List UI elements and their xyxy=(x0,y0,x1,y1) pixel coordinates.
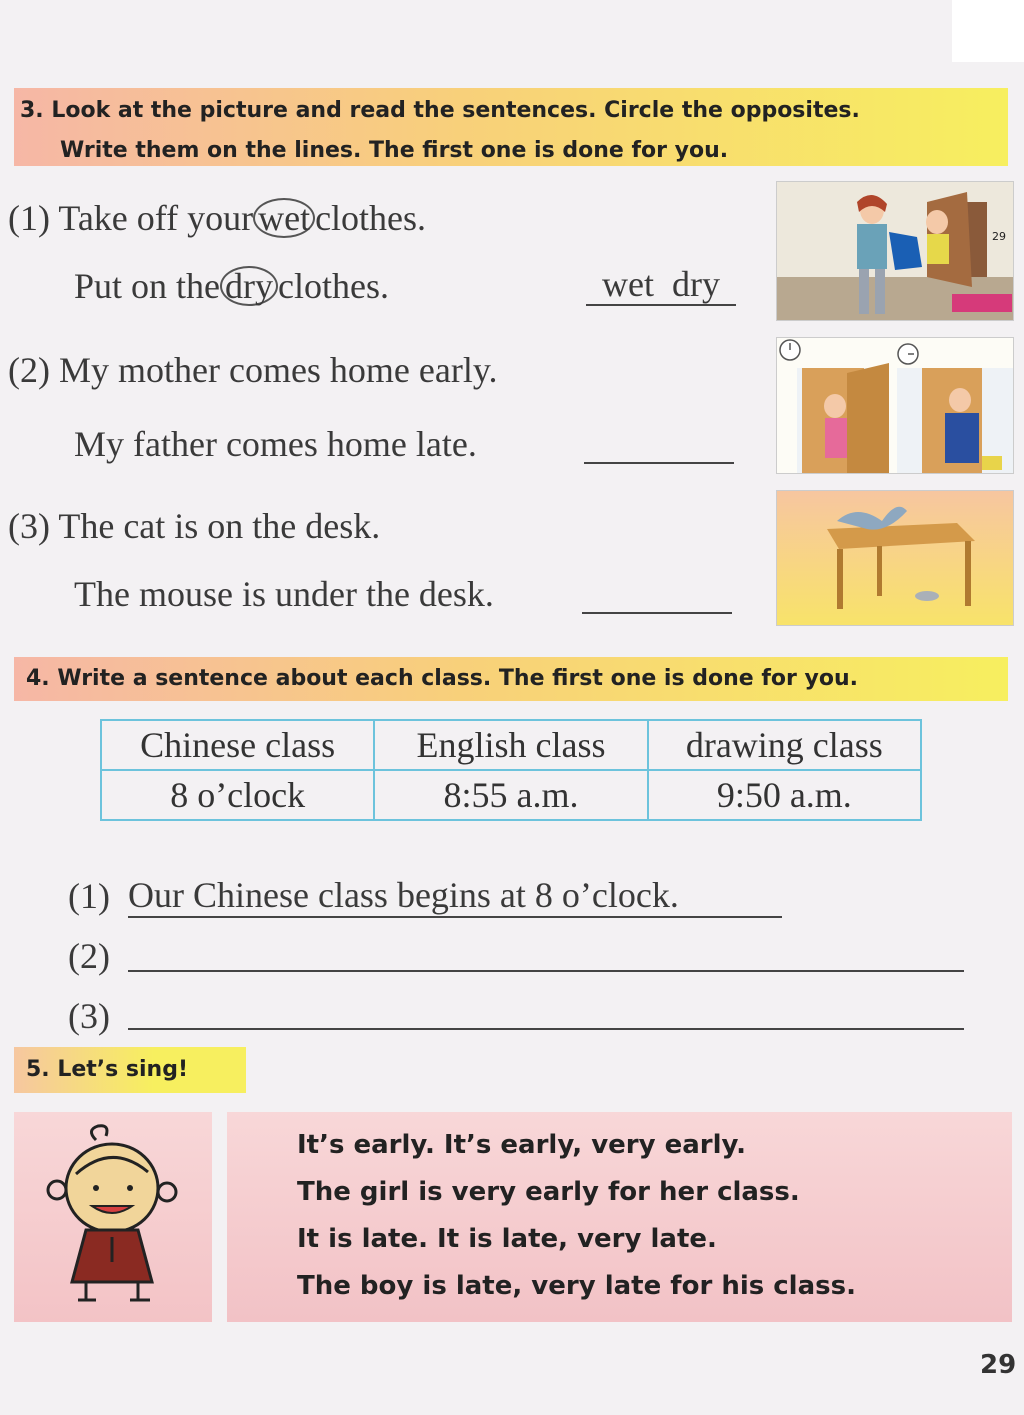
page-number: 29 xyxy=(980,1350,1017,1380)
ex4-answer2-number: (2) xyxy=(68,936,110,976)
ex3-item1-sentence1 xyxy=(8,196,426,240)
ex4-answer2-line[interactable] xyxy=(128,930,964,972)
ex4-answer3-line[interactable] xyxy=(128,988,964,1030)
sentence-text: clothes. xyxy=(278,266,389,306)
item-number: (1) xyxy=(8,198,50,238)
sentence-text: My mother comes home early. xyxy=(58,350,498,390)
lyric-line: It’s early. It’s early, very early. xyxy=(297,1130,746,1160)
ex4-answer3-number: (3) xyxy=(68,996,110,1036)
table-header-cell: English class xyxy=(374,720,647,770)
ex3-item3-answer[interactable] xyxy=(582,574,732,614)
ex3-item1-answer[interactable]: wet dry xyxy=(586,266,736,306)
item-number: (2) xyxy=(8,350,50,390)
girl-illustration-box xyxy=(14,1112,212,1322)
item-number: (3) xyxy=(8,506,50,546)
girl-illustration xyxy=(14,1112,212,1322)
sentence-text: The cat is on the desk. xyxy=(58,506,381,546)
ex3-item2-sentence2: My father comes home late. xyxy=(74,424,477,464)
door-number: 29 xyxy=(992,230,1006,243)
exercise3-instruction xyxy=(14,88,1008,166)
table-header-cell: Chinese class xyxy=(101,720,374,770)
lyric-line: It is late. It is late, very late. xyxy=(297,1224,717,1254)
sentence-text: Take off your xyxy=(58,198,254,238)
exercise3-instruction-line2: Write them on the lines. The first one is done for you. xyxy=(60,138,729,163)
ex4-answer1-number: (1) xyxy=(68,876,110,916)
picture-wet-dry-clothes xyxy=(776,181,1014,321)
ex4-answer1-line[interactable]: Our Chinese class begins at 8 o’clock. xyxy=(128,874,782,918)
exercise4-instruction: 4. Write a sentence about each class. The first one is done for you. xyxy=(14,657,1008,701)
ex3-item2-sentence1 xyxy=(8,348,498,392)
ex3-item3-sentence2: The mouse is under the desk. xyxy=(74,574,494,614)
table-row xyxy=(101,770,921,820)
exercise3-instruction-line1: 3. Look at the picture and read the sentences. Circle the opposites. xyxy=(20,98,860,123)
ex3-item1-sentence2 xyxy=(74,264,389,308)
class-schedule-table xyxy=(100,719,922,821)
lyric-line: The girl is very early for her class. xyxy=(297,1177,800,1207)
circled-word-wet: wet xyxy=(253,198,315,238)
table-row xyxy=(101,720,921,770)
picture-early-late xyxy=(776,337,1014,474)
ex3-item2-answer[interactable] xyxy=(584,424,734,464)
table-cell: 9:50 a.m. xyxy=(648,770,921,820)
table-cell: 8:55 a.m. xyxy=(374,770,647,820)
song-lyrics-box xyxy=(227,1112,1012,1322)
table-header-cell: drawing class xyxy=(648,720,921,770)
sentence-text: Put on the xyxy=(74,266,221,306)
circled-word-dry: dry xyxy=(220,266,278,306)
lyric-line: The boy is late, very late for his class. xyxy=(297,1271,856,1301)
ex3-item3-sentence1 xyxy=(8,504,380,548)
table-cell: 8 o’clock xyxy=(101,770,374,820)
page-corner xyxy=(952,0,1024,62)
picture-cat-mouse-desk xyxy=(776,490,1014,626)
sentence-text: clothes. xyxy=(315,198,427,238)
exercise5-instruction: 5. Let’s sing! xyxy=(14,1047,246,1093)
